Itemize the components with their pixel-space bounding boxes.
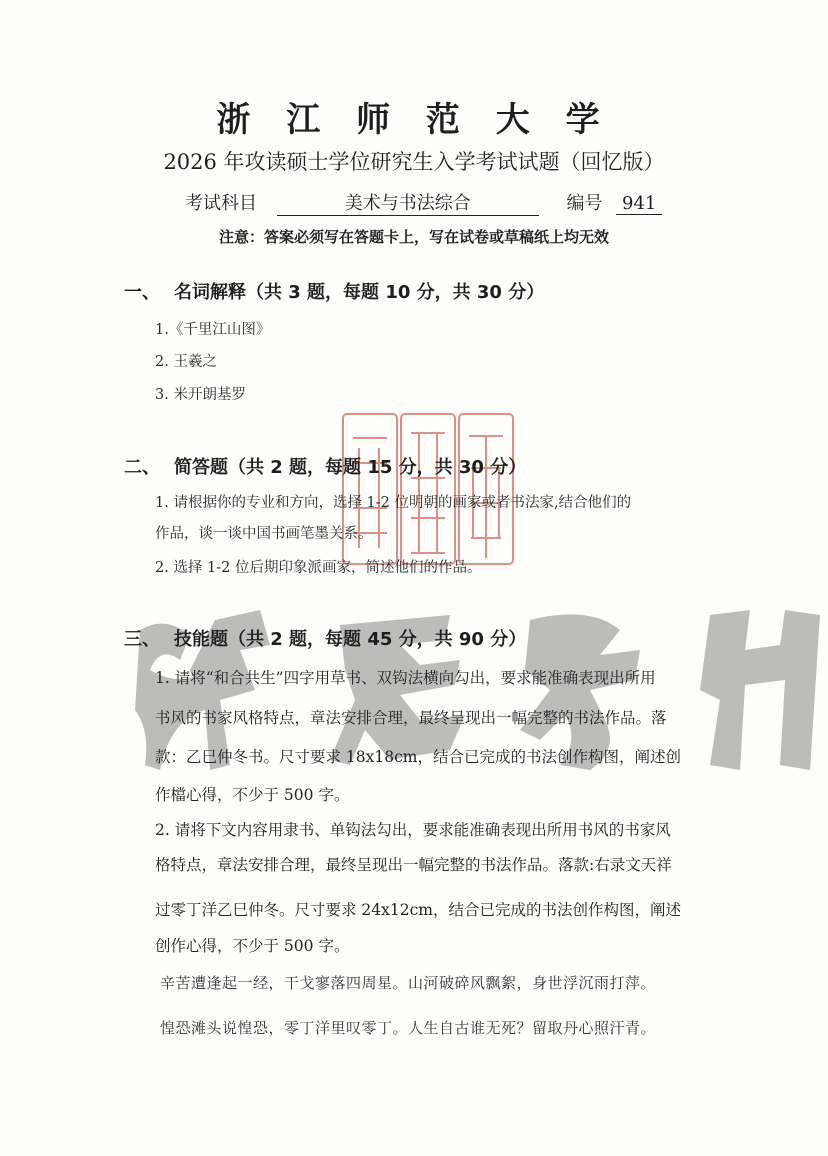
question-line: 创作心得，不少于 500 字。 xyxy=(155,937,350,955)
question-line: 作檔心得，不少于 500 字。 xyxy=(155,786,350,804)
question-line: 2. 请将下文内容用隶书、单钩法勾出，要求能准确表现出所用书风的书家风 xyxy=(155,821,671,839)
poem-line: 惶恐滩头说惶恐，零丁洋里叹零丁。人生自古谁无死？留取丹心照汗青。 xyxy=(160,1019,657,1037)
code-label: 编号 xyxy=(566,193,603,214)
section-heading xyxy=(124,278,544,304)
subject-value: 美术与书法综合 xyxy=(277,189,539,216)
question-item: 2. 王羲之 xyxy=(155,354,217,370)
section-number: 一、 xyxy=(124,282,160,303)
section-heading xyxy=(124,453,526,479)
poem-line: 辛苦遭逢起一经，干戈寥落四周星。山河破碎风飘絮，身世浮沉雨打萍。 xyxy=(160,974,657,992)
question-item: 2. 选择 1-2 位后期印象派画家，简述他们的作品。 xyxy=(155,560,482,576)
exam-subtitle: 2026 年攻读硕士学位研究生入学考试试题（回忆版） xyxy=(163,150,665,174)
section-heading xyxy=(124,625,526,651)
section-title: 名词解释（共 3 题，每题 10 分，共 30 分） xyxy=(174,282,545,303)
question-item: 作品，谈一谈中国书画笔墨关系。 xyxy=(155,526,373,542)
question-item: 1. 请根据你的专业和方向，选择 1-2 位明朝的画家或者书法家,结合他们的 xyxy=(155,495,632,511)
question-line: 书风的书家风格特点，章法安排合理，最终呈现出一幅完整的书法作品。落 xyxy=(155,709,667,727)
university-title: 浙 江 师 范 大 学 xyxy=(216,100,612,140)
subject-label: 考试科目 xyxy=(185,193,257,214)
section-title: 简答题（共 2 题，每题 15 分，共 30 分） xyxy=(174,457,527,478)
question-line: 过零丁洋乙巳仲冬。尺寸要求 24x12cm，结合已完成的书法创作构图，阐述 xyxy=(155,901,681,919)
exam-notice: 注意：答案必须写在答题卡上，写在试卷或草稿纸上均无效 xyxy=(218,228,609,246)
section-title: 技能题（共 2 题，每题 45 分，共 90 分） xyxy=(174,629,527,650)
subject-line xyxy=(185,189,662,216)
section-number: 三、 xyxy=(124,629,160,650)
question-item: 1.《千里江山图》 xyxy=(155,322,271,338)
code-value: 941 xyxy=(616,193,662,215)
question-line: 格特点，章法安排合理，最终呈现出一幅完整的书法作品。落款:右录文天祥 xyxy=(155,856,672,874)
section-number: 二、 xyxy=(124,457,160,478)
question-line: 1. 请将“和合共生”四字用草书、双钩法横向勾出，要求能准确表现出所用 xyxy=(155,669,656,687)
question-line: 款：乙巳仲冬书。尺寸要求 18x18cm，结合已完成的书法创作构图，阐述创 xyxy=(155,748,681,766)
question-item: 3. 米开朗基罗 xyxy=(155,387,246,403)
